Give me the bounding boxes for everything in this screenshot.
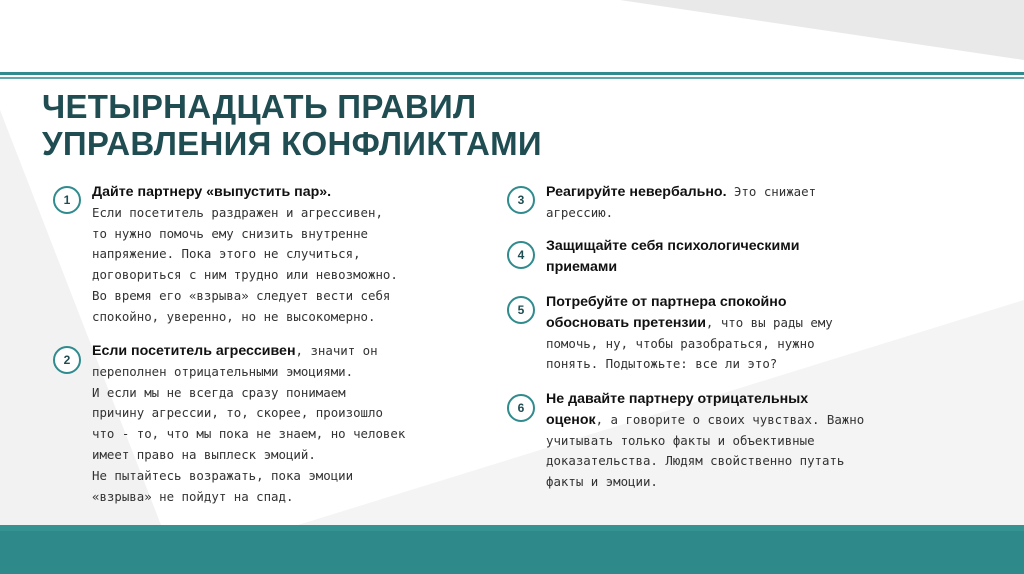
rule-3-body: Это снижает агрессию. xyxy=(546,184,817,220)
rule-3-number-badge: 3 xyxy=(507,186,535,214)
rule-2-heading: Если посетитель агрессивен xyxy=(92,343,296,359)
rule-6-heading: Не давайте партнеру отрицательных оценок xyxy=(546,391,809,428)
rule-5-text xyxy=(546,292,926,375)
page-title: ЧЕТЫРНАДЦАТЬ ПРАВИЛ УПРАВЛЕНИЯ КОНФЛИКТАМИ xyxy=(42,88,542,162)
rule-1-body: Если посетитель раздражен и агрессивен, то нужно помочь ему снизить внутренне напряжение. Пока этого не случиться, договориться с ним трудно или невозможно. Во время его «взрыва» следует вести себя спокойно, уверенно, но не высокомерно. xyxy=(92,204,398,324)
rule-5-body: , что вы рады ему помочь, ну, чтобы разобраться, нужно понять. Подытожьте: все ли это? xyxy=(546,314,833,372)
rule-1-heading: Дайте партнеру «выпустить пар». xyxy=(92,184,332,200)
rule-4-heading: Защищайте себя психологическими приемами xyxy=(546,238,800,275)
rule-4-text xyxy=(546,236,926,278)
rule-6-number-badge: 6 xyxy=(507,394,535,422)
rule-1-text xyxy=(92,182,452,328)
rule-5-heading: Потребуйте от партнера спокойно обосновать претензии xyxy=(546,294,787,331)
rule-3-text xyxy=(546,182,926,224)
rule-2-body: , значит он переполнен отрицательными эмоциями. И если мы не всегда сразу понимаем причину агрессии, то, скорее, произошло что - то, что мы пока не знаем, но человек имеет право на выплеск эмоций. Не пытайтесь возражать, пока эмоции «взрыва» не пойдут на спад. xyxy=(92,343,406,504)
rule-2-text xyxy=(92,341,452,507)
rule-6-text xyxy=(546,389,926,493)
rule-3-heading: Реагируйте невербально. xyxy=(546,184,727,200)
rule-4-number-badge: 4 xyxy=(507,241,535,269)
top-divider xyxy=(0,72,1024,82)
bottom-band xyxy=(0,525,1024,574)
rule-2-number-badge: 2 xyxy=(53,346,81,374)
rule-1-number-badge: 1 xyxy=(53,186,81,214)
rule-6-body: , а говорите о своих чувствах. Важно учитывать только факты и объективные доказательства. Людям свойственно путать факты и эмоции. xyxy=(546,411,865,490)
rule-5-number-badge: 5 xyxy=(507,296,535,324)
